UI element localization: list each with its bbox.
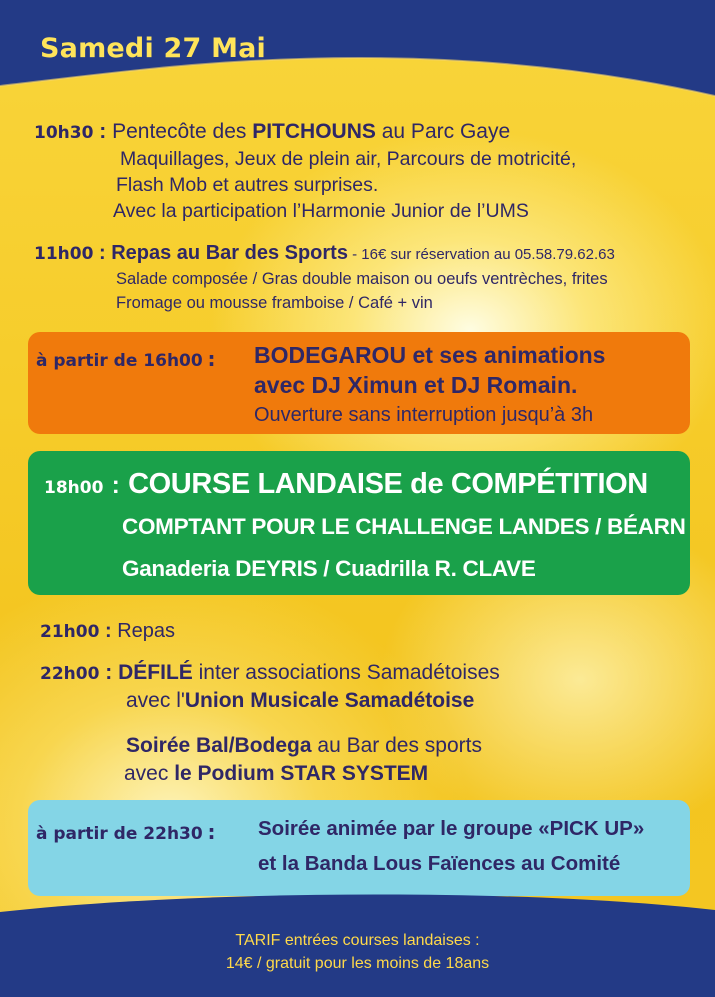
- event-1800-time: 18h00: [44, 478, 104, 498]
- event-2100-title: Repas: [117, 620, 176, 642]
- event-1600-time-label: à partir de 16h00: [36, 351, 203, 371]
- event-1600-time: [36, 347, 215, 371]
- event-1600-title2: avec DJ Ximun et DJ Romain.: [254, 372, 578, 398]
- event-2200-line3: [124, 762, 428, 786]
- event-1030-title-a: Pentecôte des: [112, 120, 253, 143]
- event-1030-time: 10h30: [34, 123, 94, 143]
- event-1600-sep: :: [207, 347, 216, 371]
- event-2200-title-a: DÉFILÉ: [118, 661, 193, 684]
- event-2100-sep: :: [104, 620, 112, 642]
- footer-line2: 14€ / gratuit pour les moins de 18ans: [225, 955, 490, 972]
- event-2100-time: 21h00: [40, 622, 100, 642]
- event-2100-heading: [40, 620, 175, 643]
- event-2200-title-b: inter associations Samadétoises: [192, 661, 500, 684]
- event-1030-line1: Maquillages, Jeux de plein air, Parcours de motricité,: [120, 148, 577, 170]
- event-1030-line3: Avec la participation l’Harmonie Junior de l’UMS: [113, 200, 529, 222]
- event-1600-title1: BODEGAROU et ses animations: [254, 342, 606, 368]
- event-2230-sep: :: [207, 820, 216, 844]
- event-2200-line1-a: avec l': [126, 689, 185, 712]
- event-1030-heading: [34, 120, 510, 144]
- event-1800-title: COURSE LANDAISE de COMPÉTITION: [128, 468, 648, 500]
- event-1100-line1: Salade composée / Gras double maison ou oeufs ventrèches, frites: [116, 270, 608, 288]
- event-2200-line1-b: Union Musicale Samadétoise: [184, 689, 475, 712]
- event-2200-line1: [126, 689, 474, 713]
- event-1030-sep: :: [99, 120, 107, 143]
- event-1800-line2: Ganaderia DEYRIS / Cuadrilla R. CLAVE: [122, 556, 536, 581]
- event-2230-time-label: à partir de 22h30: [36, 824, 203, 844]
- event-2200-time: 22h00: [40, 664, 100, 684]
- event-2230-title2: et la Banda Lous Faïences au Comité: [258, 852, 621, 875]
- event-1100-time: 11h00: [34, 244, 94, 264]
- event-2200-line3-a: avec: [124, 762, 175, 785]
- event-1800-heading: [44, 467, 648, 501]
- footer-line1: TARIF entrées courses landaises :: [235, 932, 480, 949]
- event-1800-line1: COMPTANT POUR LE CHALLENGE LANDES / BÉARN: [122, 514, 686, 539]
- event-1030-title-c: au Parc Gaye: [375, 120, 511, 143]
- event-1800-sep: :: [111, 472, 120, 499]
- event-2200-line2-b: au Bar des sports: [311, 734, 482, 757]
- event-1100-sep: :: [98, 242, 106, 264]
- event-1030-line2: Flash Mob et autres surprises.: [116, 174, 379, 196]
- event-2200-line2: [126, 734, 482, 758]
- date-title: Samedi 27 Mai: [40, 33, 267, 64]
- event-2200-line2-a: Soirée Bal/Bodega: [126, 734, 312, 757]
- event-1100-price: - 16€ sur réservation au 05.58.79.62.63: [347, 246, 615, 263]
- event-1600-line: Ouverture sans interruption jusqu’à 3h: [254, 404, 594, 426]
- event-2200-heading: [40, 661, 500, 685]
- event-2200-line3-b: le Podium STAR SYSTEM: [174, 762, 429, 785]
- event-2230-time: [36, 820, 215, 844]
- event-2200-sep: :: [105, 661, 113, 684]
- event-1030-title-b: PITCHOUNS: [252, 120, 376, 143]
- event-1100-line2: Fromage ou mousse framboise / Café + vin: [116, 294, 433, 312]
- event-1100-title: Repas au Bar des Sports: [111, 242, 348, 264]
- event-1100-heading: [34, 242, 615, 265]
- event-2230-title1: Soirée animée par le groupe «PICK UP»: [258, 817, 645, 840]
